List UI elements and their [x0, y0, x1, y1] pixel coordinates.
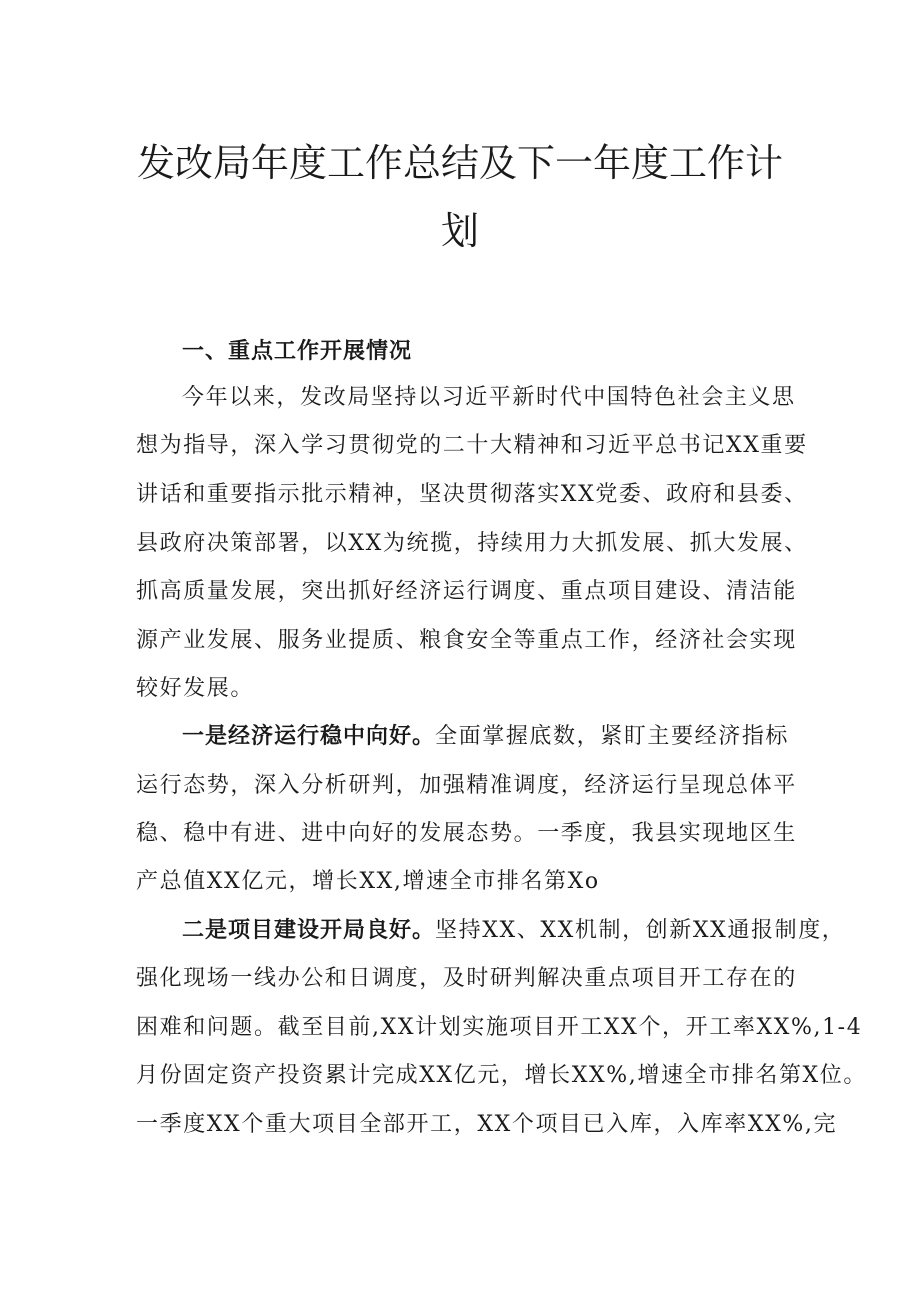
paragraph-line: 月份固定资产投资累计完成XX亿元，增长XX%,增速全市排名第X位。: [136, 1063, 868, 1088]
paragraph-line: 源产业发展、服务业提质、粮食安全等重点工作，经济社会实现: [136, 628, 797, 653]
paragraph-line: 稳、稳中有进、进中向好的发展态势。一季度，我县实现地区生: [136, 821, 797, 846]
paragraph-line: 讲话和重要指示批示精神，坚决贯彻落实XX党委、政府和县委、: [136, 482, 808, 507]
paragraph-line: 今年以来，发改局坚持以习近平新时代中国特色社会主义思: [182, 385, 796, 410]
paragraph-line: 想为指导，深入学习贯彻党的二十大精神和习近平总书记XX重要: [136, 433, 808, 458]
paragraph-line: 运行态势，深入分析研判，加强精准调度，经济运行呈现总体平: [136, 773, 797, 798]
document-title-line-2: 划: [440, 209, 479, 253]
document-title-line-1: 发改局年度工作总结及下一年度工作计: [136, 141, 783, 185]
item2-first-line-text: 坚持XX、XX机制，创新XX通报制度，: [435, 918, 846, 943]
item1-lead: 一是经济运行稳中向好。: [182, 724, 436, 749]
item1-first-line: [182, 722, 796, 752]
section-heading: 一、重点工作开展情况: [182, 339, 413, 364]
paragraph-line: 困难和问题。截至目前,XX计划实施项目开工XX个，开工率XX%,1-4: [136, 1015, 863, 1040]
paragraph-line: 一季度XX个重大项目全部开工，XX个项目已入库，入库率XX%,完: [136, 1112, 838, 1137]
paragraph-line: 较好发展。: [136, 676, 255, 701]
item2-first-line: [182, 916, 846, 946]
paragraph-line: 县政府决策部署，以XX为统揽，持续用力大抓发展、抓大发展、: [136, 531, 808, 556]
item1-first-line-text: 全面掌握底数，紧盯主要经济指标: [435, 724, 790, 749]
paragraph-line: 抓高质量发展，突出抓好经济运行调度、重点项目建设、清洁能: [136, 579, 797, 604]
item2-lead: 二是项目建设开局良好。: [182, 918, 436, 943]
paragraph-line: 强化现场一线办公和日调度，及时研判解决重点项目开工存在的: [136, 966, 797, 991]
paragraph-line: 产总值XX亿元，增长XX,增速全市排名第Xo: [136, 869, 600, 894]
